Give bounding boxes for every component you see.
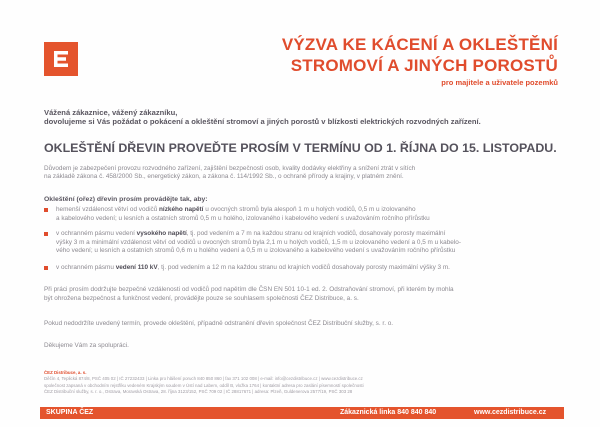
safety-paragraph bbox=[44, 286, 564, 303]
contact-line-3: ČEZ Distribuční služby, s. r. o., Ostrava, Moravská Ostrava, 28. října 3123/152, PSČ 709 02 | IČ 28817671 | adresa: Plzeň, Guldenerova 2577/19, PSČ 303 28 bbox=[44, 389, 353, 395]
footer-website-link[interactable]: www.cezdistribuce.cz bbox=[474, 409, 547, 416]
requirement-line: výšky 3 m a minimální vzdálenost větví od vodičů u ovocných stromů byla 2,1 m u holých vodičů, 1,5 m u izolovaného vedení a 0,5 m u kabelo- bbox=[56, 238, 461, 246]
requirement-text bbox=[56, 206, 564, 223]
thanks-paragraph bbox=[44, 342, 564, 351]
contact-text: Děčín 4, Teplická 874/8, PSČ 405 02 | IČ 27232433 | Linka pro hlášení poruch 840 850 860 | fax 371 102 008 | e-mail: info@cezdistribuce.cz | www.cezdistribuce.cz bbox=[44, 376, 363, 382]
contact-line-2: společnost zapsaná v obchodním rejstříku vedeném Krajským soudem v Ústí nad Labem, oddíl B, vložka 1764 | kontaktní adresa pro zaslání písemností společnosti bbox=[44, 382, 364, 388]
intro-line-2: na základě zákona č. 458/2000 Sb., energetický zákon, a zákona č. 114/1992 Sb., o ochraně přírody a krajiny, v platném znění. bbox=[44, 173, 404, 181]
requirements-heading: Okleštění (ořez) dřevin prosím provádějte tak, aby: bbox=[44, 196, 208, 203]
safety-line-1: Při práci prosím dodržujte bezpečné vzdálenosti od vodičů pod napětím dle ČSN EN 501 10-1 ed. 2. Odstraňování stromoví, při kterém by mohla bbox=[44, 286, 454, 293]
requirement-emphasis: vedení 110 kV bbox=[115, 264, 158, 271]
requirement-text-part: u ovocných stromů byla alespoň 1 m u holých vodičů, 0,5 m u izolovaného bbox=[203, 206, 416, 213]
footer-customer-line: Zákaznická linka 840 840 840 bbox=[340, 409, 437, 416]
requirement-text bbox=[56, 230, 564, 256]
footer-group-name: SKUPINA ČEZ bbox=[46, 409, 94, 416]
requirement-text-part: v ochranném pásmu bbox=[56, 264, 116, 271]
bullet-square-icon bbox=[44, 208, 48, 212]
bullet-square-icon bbox=[44, 232, 48, 236]
title-line-1: VÝZVA KE KÁCENÍ A OKLEŠTĚNÍ bbox=[281, 35, 558, 54]
deadline-paragraph bbox=[44, 320, 564, 329]
title-line-2: STROMOVÍ A JINÝCH POROSTŮ bbox=[290, 56, 558, 75]
requirement-text-part: , tj. pod vedením a 7 m na každou stranu od krajních vodičů, dosahovaly porosty maximální bbox=[186, 230, 446, 237]
deadline-line: Pokud nedodržíte uvedený termín, provede okleštění, případně odstranění dřevin společnost ČEZ Distribuční služby, s. r. o. bbox=[44, 320, 394, 327]
salutation-line-1: Vážená zákaznice, vážený zákazníku, bbox=[44, 108, 178, 117]
contact-line-1 bbox=[44, 370, 560, 383]
title-subtitle: pro majitele a uživatele pozemků bbox=[441, 78, 558, 87]
requirement-line: a kabelového vedení; u lesních a ostatních stromů 0,5 m u holého, izolovaného i kabelového vedení s uvažováním ročního přírůstku bbox=[56, 214, 430, 222]
salutation bbox=[44, 108, 564, 126]
requirement-line bbox=[56, 206, 564, 215]
requirement-text-part: , tj. pod vedením a 12 m na každou stranu od krajních vodičů dosahovaly porosty maximální výšky 3 m. bbox=[157, 264, 450, 271]
bullet-square-icon bbox=[44, 266, 48, 270]
cez-logo-mark bbox=[44, 42, 78, 76]
requirement-text-part: v ochranném pásmu vedení bbox=[56, 230, 137, 237]
document-title bbox=[228, 34, 558, 87]
intro-paragraph bbox=[44, 165, 564, 182]
requirement-line bbox=[56, 264, 564, 273]
requirement-text bbox=[56, 264, 564, 273]
salutation-line-2: dovolujeme si Vás požádat o pokácení a okleštění stromoví a jiných porostů v blízkosti elektrických rozvodných zařízení. bbox=[44, 117, 481, 126]
requirement-emphasis: vysokého napětí bbox=[136, 230, 187, 237]
footer-bar bbox=[40, 407, 564, 419]
requirement-text-part: hemenší vzdálenost větví od vodičů bbox=[56, 206, 160, 213]
cez-logo-icon bbox=[44, 42, 78, 76]
safety-line-2: být ohrožena bezpečnost a funkčnost vedení, provádějte pouze se souhlasem společnosti ČEZ Distribuce, a. s. bbox=[44, 294, 359, 302]
company-name: ČEZ Distribuce, a. s. bbox=[44, 370, 87, 375]
requirement-line: vého vedení; u lesních a ostatních stromů 0,6 m u holého vedení a 0,5 m u izolovaného a kabelového vedení s uvažováním ročního přírůstku bbox=[56, 247, 456, 255]
contact-block bbox=[44, 370, 560, 396]
intro-line-1: Důvodem je zabezpečení provozu rozvodného zařízení, zajištění bezpečnosti osob, kvality dodávky elektřiny a snížení ztrát v sítích bbox=[44, 165, 416, 172]
requirement-emphasis: nízkého napětí bbox=[159, 206, 204, 213]
deadline-headline: OKLEŠTĚNÍ DŘEVIN PROVEĎTE PROSÍM V TERMÍNU OD 1. ŘÍJNA DO 15. LISTOPADU. bbox=[44, 141, 557, 155]
requirement-line bbox=[56, 230, 564, 239]
thanks-line: Děkujeme Vám za spolupráci. bbox=[44, 342, 129, 349]
